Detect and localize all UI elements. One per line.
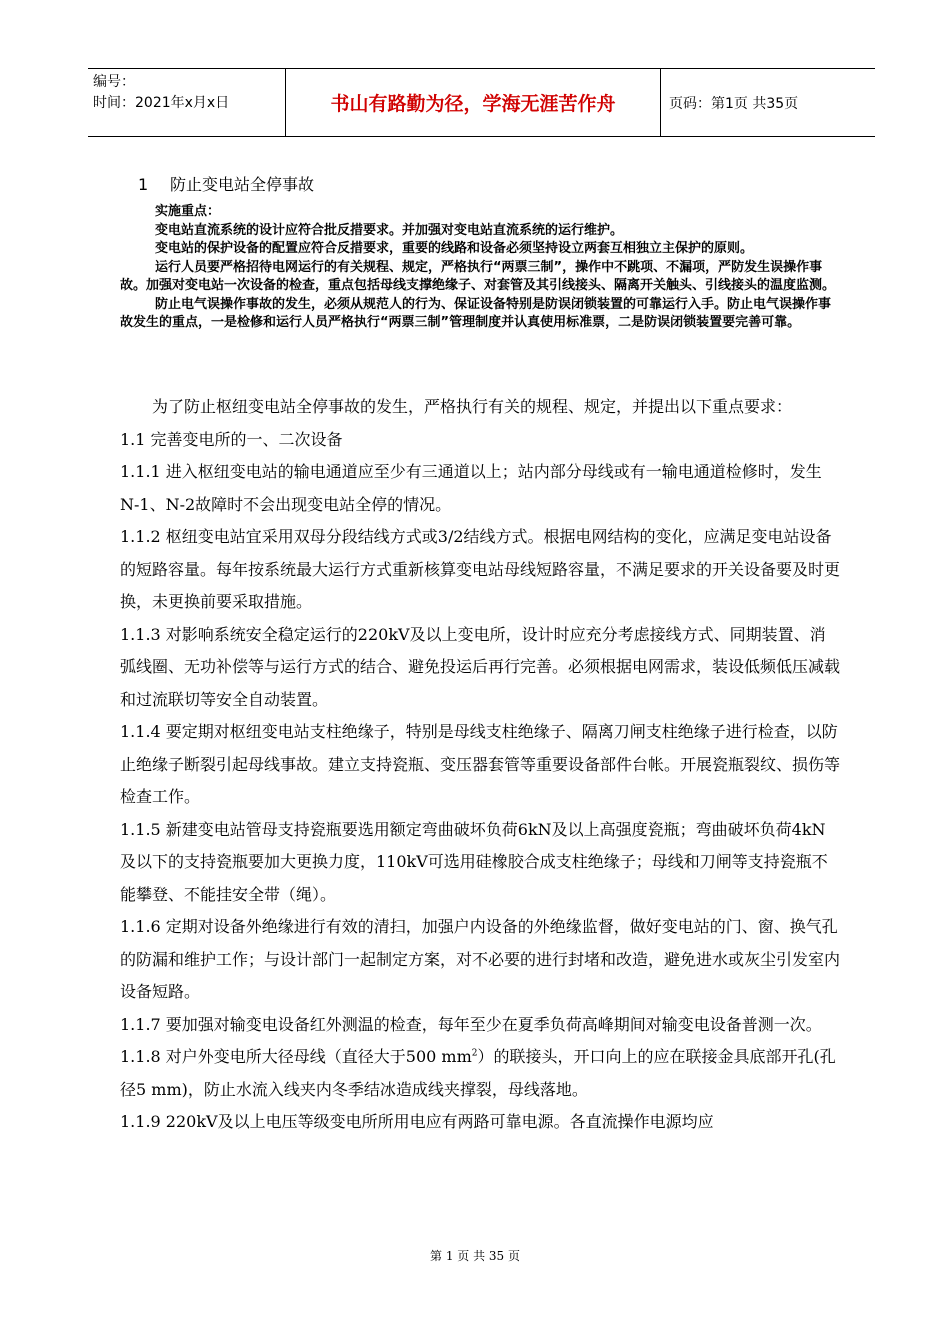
paragraph-1-1-4: 1.1.4 要定期对枢纽变电站支柱绝缘子，特别是母线支柱绝缘子、隔离刀闸支柱绝缘子进行检查，以防止绝缘子断裂引起母线事故。建立支持瓷瓶、变压器套管等重要设备部件台帐。开展瓷瓶裂纹、损伤等检查工作。 <box>120 722 841 806</box>
section-number: 1 <box>138 175 149 194</box>
paragraph-1-1-8-start: 1.1.8 对户外变电所大径母线（直径大于500 mm <box>120 1047 472 1066</box>
paragraph-1-1-8-end: ）的联接头，开口向上的应在联接金具底部开孔(孔径5 mm)，防止水流入线夹内冬季结冰造成线夹撑裂，母线落地。 <box>120 1047 836 1099</box>
superscript: 2 <box>471 1048 478 1059</box>
section-heading <box>138 172 314 195</box>
section-title: 防止变电站全停事故 <box>170 175 315 194</box>
paragraph-1-1-9: 1.1.9 220kV及以上电压等级变电所所用电应有两路可靠电源。各直流操作电源均应 <box>120 1112 714 1131</box>
focus-item: 变电站直流系统的设计应符合批反措要求。并加强对变电站直流系统的运行维护。 <box>155 222 624 238</box>
header-slogan: 书山有路勤为径，学海无涯苦作舟 <box>286 69 661 136</box>
paragraph-1-1-7: 1.1.7 要加强对输变电设备红外测温的检查，每年至少在夏季负荷高峰期间对输变电设备普测一次。 <box>120 1014 822 1034</box>
page-footer: 第 1 页 共 35 页 <box>430 1249 520 1263</box>
paragraph-1-1-3: 1.1.3 对影响系统安全稳定运行的220kV及以上变电所，设计时应充分考虑接线方式、同期装置、消弧线圈、无功补偿等与运行方式的结合、避免投运后再行完善。必须根据电网需求，装设低频低压减载和过流联切等安全自动装置。 <box>120 624 841 709</box>
header-page-info: 页码：第1页 共35页 <box>669 95 799 112</box>
header-meta <box>88 69 286 136</box>
subsection-heading: 1.1 完善变电所的一、二次设备 <box>120 429 343 449</box>
focus-label: 实施重点： <box>155 204 221 219</box>
implementation-focus <box>120 203 840 333</box>
header-time-label: 时间：2021年x月x日 <box>93 95 230 111</box>
paragraph-1-1-2: 1.1.2 枢纽变电站宜采用双母分段结线方式或3/2结线方式。根据电网结构的变化，应满足变电站设备的短路容量。每年按系统最大运行方式重新核算变电站母线短路容量，不满足要求的开关设备要及时更换，未更换前要采取措施。 <box>120 527 841 611</box>
paragraph-1-1-1: 1.1.1 进入枢纽变电站的输电通道应至少有三通道以上；站内部分母线或有一输电通道检修时，发生N-1、N-2故障时不会出现变电站全停的情况。 <box>120 462 822 514</box>
header-code-label: 编号： <box>93 74 135 90</box>
body-text <box>120 391 840 1139</box>
intro-paragraph: 为了防止枢纽变电站全停事故的发生，严格执行有关的规程、规定，并提出以下重点要求： <box>152 397 793 416</box>
paragraph-1-1-5: 1.1.5 新建变电站管母支持瓷瓶要选用额定弯曲破坏负荷6kN及以上高强度瓷瓶；弯曲破坏负荷4kN及以下的支持瓷瓶要加大更换力度，110kV可选用硅橡胶合成支柱绝缘子；母线和刀闸等支持瓷瓶不能攀登、不能挂安全带（绳）。 <box>120 819 828 904</box>
focus-item: 防止电气误操作事故的发生，必须从规范人的行为、保证设备特别是防误闭锁装置的可靠运行入手。防止电气误操作事故发生的重点，一是检修和运行人员严格执行“两票三制”管理制度并认真使用标准票，二是防误闭锁装置要完善可靠。 <box>120 296 832 330</box>
page-header <box>88 68 875 137</box>
paragraph-1-1-6: 1.1.6 定期对设备外绝缘进行有效的清扫，加强户内设备的外绝缘监督，做好变电站的门、窗、换气孔的防漏和维护工作；与设计部门一起制定方案，对不必要的进行封堵和改造，避免进水或灰尘引发室内设备短路。 <box>120 917 841 1001</box>
focus-item: 运行人员要严格招待电网运行的有关规程、规定，严格执行“两票三制”，操作中不跳项、不漏项，严防发生误操作事故。加强对变电站一次设备的检查，重点包括母线支撑绝缘子、对套管及其引线接头、隔离开关触头、引线接头的温度监测。 <box>120 259 836 293</box>
paragraph-1-1-8 <box>120 1041 840 1106</box>
focus-item: 变电站的保护设备的配置应符合反措要求，重要的线路和设备必须坚持设立两套互相独立主保护的原则。 <box>155 241 754 256</box>
